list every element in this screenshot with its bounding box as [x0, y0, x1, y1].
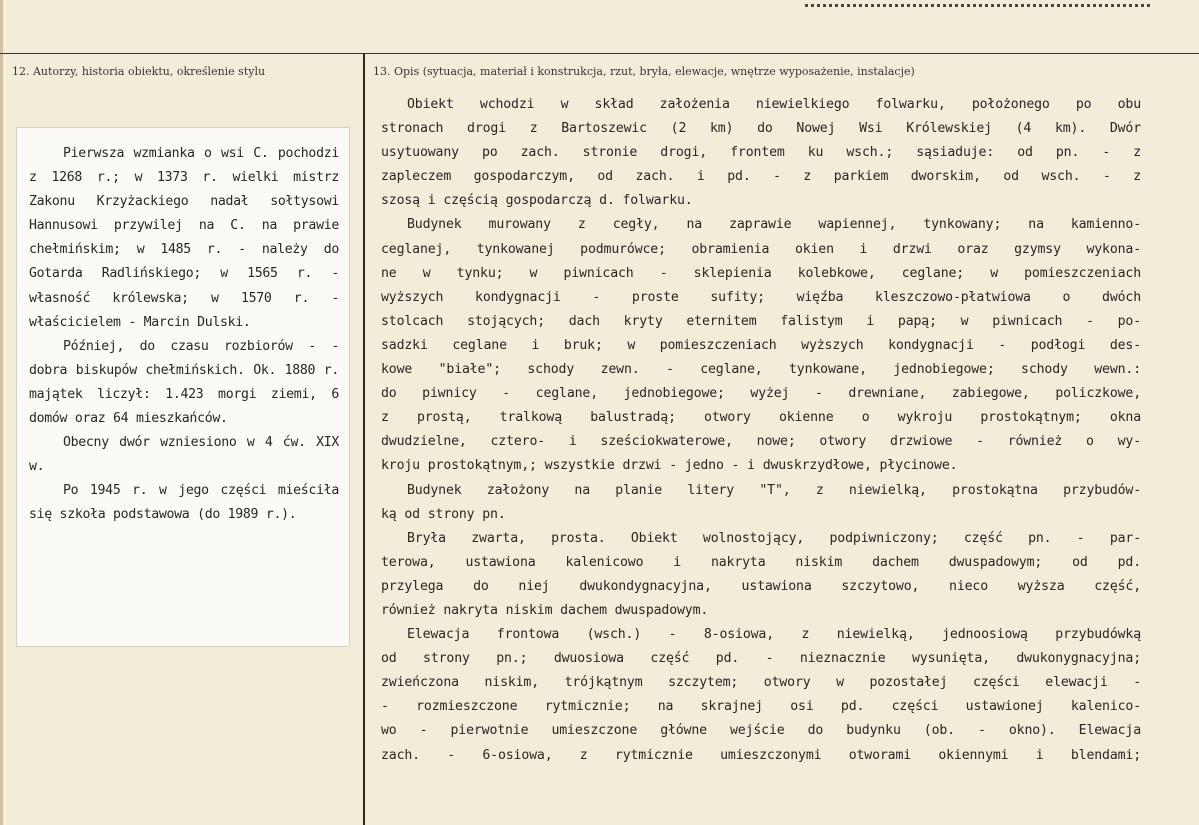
description-text	[381, 93, 1141, 768]
history-note-card	[16, 127, 350, 647]
history-paragraph: Pierwsza wzmianka o wsi C. pochodzi z 1268 r.; w 1373 r. wielki mistrz Zakonu Krzyżackiego nadał sołtysowi Hannusowi przywilej na C. na prawie chełmińskim; w 1485 r. - należy do Gotarda Radlińskiego; w 1565 r. - własność królewska; w 1570 r. - właścicielem - Marcin Dulski.	[29, 146, 339, 330]
description-line: kowe "białe"; schody zewn. - ceglane, tynkowane, jednobiegowe; schody wewn.:	[381, 362, 1141, 378]
description-line: od strony pn.; dwuosiowa część pd. - nieznacznie wysunięta, dwukonygnacyjna;	[381, 651, 1141, 667]
description-line: również nakryta niskim dachem dwuspadowym.	[381, 602, 709, 618]
description-line: Elewacja frontowa (wsch.) - 8-osiowa, z niewielką, jednoosiową przybudówką	[407, 627, 1141, 643]
history-paragraph: Później, do czasu rozbiorów - - dobra biskupów chełmińskich. Ok. 1880 r. majątek liczył: 1.423 morgi ziemi, 6 domów oraz 64 mieszkańców.	[29, 338, 339, 427]
section-12-heading: 12. Autorzy, historia obiektu, określenie stylu	[12, 65, 266, 78]
description-line: ką od strony pn.	[381, 506, 506, 522]
description-line: Bryła zwarta, prosta. Obiekt wolnostojący, podpiwniczony; część pn. - par-	[407, 530, 1141, 546]
description-line: Obiekt wchodzi w skład założenia niewielkiego folwarku, położonego po obu	[407, 97, 1141, 112]
history-paragraph: Obecny dwór wzniesiono w 4 ćw. XIX w.	[29, 435, 339, 475]
description-line: sadzki ceglane i bruk; w pomieszczeniach wyższych kondygnacji - podłogi des-	[381, 337, 1141, 353]
description-line: kroju prostokątnym,; wszystkie drzwi - jedno - i dwuskrzydłowe, płycinowe.	[381, 458, 958, 474]
description-line: przylega do niej dwukondygnacyjna, ustawiona szczytowo, nieco wyższa część,	[381, 578, 1141, 594]
description-line: ne w tynku; w piwnicach - sklepienia kolebkowe, ceglane; w pomieszczeniach	[381, 265, 1141, 281]
column-divider	[363, 53, 365, 825]
description-line: usytuowany po zach. stronie drogi, frontem ku wsch.; sąsiaduje: od pn. - z	[381, 145, 1141, 161]
description-line: Budynek murowany z cegły, na zaprawie wapiennej, tynkowany; na kamienno-	[407, 217, 1141, 233]
description-line: stolcach stojących; dach kryty eternitem falistym i papą; w piwnicach - po-	[381, 313, 1141, 329]
form-top-rule	[0, 53, 1199, 54]
description-line: wyższych kondygnacji - proste sufity; więźba kleszczowo-płatwiowa o dwóch	[381, 289, 1141, 305]
top-dotted-mark	[805, 4, 1150, 7]
description-line: dwudzielne, cztero- i sześciokwaterowe, nowe; otwory drzwiowe - również o wy-	[381, 434, 1141, 450]
description-line: ceglanej, tynkowanej podmurówce; obramienia okien i drzwi oraz gzymsy wykona-	[381, 241, 1141, 257]
description-line: do piwnicy - ceglane, jednobiegowe; wyżej - drewniane, zabiegowe, policzkowe,	[381, 386, 1141, 402]
history-paragraph: Po 1945 r. w jego części mieściła się szkoła podstawowa (do 1989 r.).	[29, 483, 339, 523]
description-line: zwieńczona niskim, trójkątnym szczytem; otwory w pozostałej części elewacji -	[381, 675, 1141, 691]
description-line: zach. - 6-osiowa, z rytmicznie umieszczonymi otworami okiennymi i blendami;	[381, 747, 1141, 763]
description-line: Budynek założony na planie litery "T", z niewielką, prostokątna przybudów-	[407, 482, 1141, 498]
description-line: stronach drogi z Bartoszewic (2 km) do Nowej Wsi Królewskiej (4 km). Dwór	[381, 121, 1141, 137]
description-line: wo - pierwotnie umieszczone główne wejście do budynku (ob. - okno). Elewacja	[381, 723, 1141, 739]
description-line: zapleczem gospodarczym, od zach. i pd. - z parkiem dworskim, od wsch. - z	[381, 169, 1141, 185]
description-line: z prostą, tralkową balustradą; otwory okienne o wykroju prostokątnym; okna	[381, 410, 1141, 426]
description-line: szosą i częścią gospodarczą d. folwarku.	[381, 193, 693, 209]
description-line: terowa, ustawiona kalenicowo i nakryta niskim dachem dwuspadowym; od pd.	[381, 554, 1141, 570]
section-13-heading: 13. Opis (sytuacja, materiał i konstrukcja, rzut, bryła, elewacje, wnętrze wyposażenie, instalacje)	[373, 65, 915, 78]
page-left-edge	[0, 0, 3, 825]
description-line: - rozmieszczone rytmicznie; na skrajnej osi pd. części ustawionej kalenico-	[381, 699, 1141, 715]
